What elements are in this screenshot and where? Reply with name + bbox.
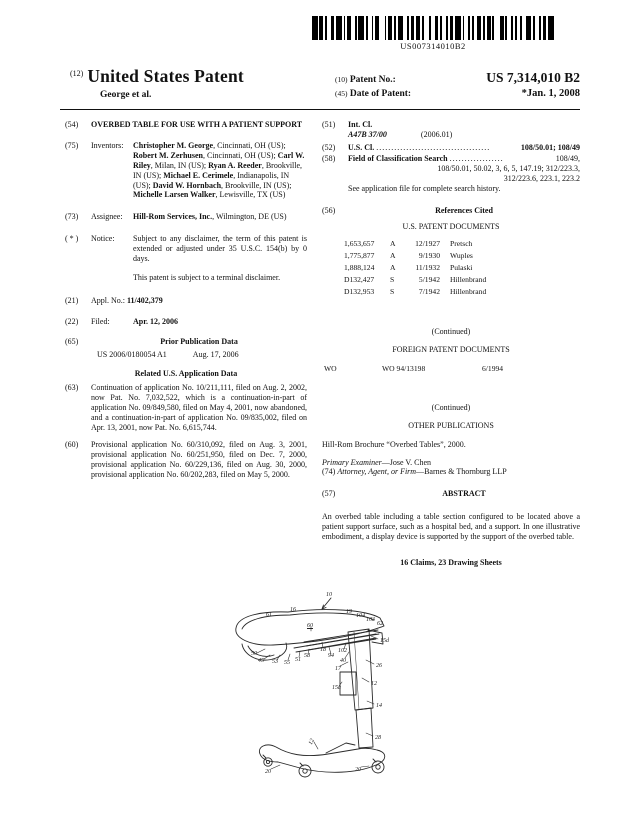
appl-number: 11/402,379 [127,295,163,305]
figure-ref-label: 26 [376,663,382,669]
uscl-value: 108/50.01; 108/49 [520,142,580,152]
appl-no-line [91,296,307,306]
left-column [65,120,307,488]
date-label: Date of Patent: [349,89,412,99]
figure-ref-label: 18 [320,647,326,653]
date-tag: (45) [335,89,348,98]
claims-sheets-line: 16 Claims, 23 Drawing Sheets [400,557,502,567]
figure-labels [208,586,480,822]
publication-date: Aug. 17, 2006 [192,349,239,359]
figure-ref-label: 16 [290,607,296,613]
figure-ref-label: 104 [356,613,365,619]
field-leader-dots: .................. [449,153,504,163]
figure-ref-label: 61 [266,612,272,618]
page-title: United States Patent [87,66,244,86]
barcode-bars [312,16,554,40]
attorney-name: —Barnes & Thornburg LLP [416,467,507,477]
continued-note-2: (Continued) [431,402,471,412]
figure-ref-label: 20 [265,769,271,775]
figure-ref-label: 15a [332,685,341,691]
intcl-class: A47B 37/00 [348,129,387,139]
publication-number: US 2006/0180054 A1 [97,349,167,359]
figure-ref-label: 45 [258,658,264,664]
assignee-label: Assignee: [91,212,123,222]
figure-ref-label: 12 [308,738,316,746]
figure-ref-label: 55 [284,660,290,666]
pub-tag: (65) [65,336,79,346]
filed-tag: (22) [65,316,79,326]
inventors-list: Christopher M. George, Cincinnati, OH (US); Robert M. Zerhusen, Cincinnati, OH (US); Carl W. Riley, Milan, IN (US); Ryan A. Reeder, Brookville, IN (US); Michael E. Cerimele, Indianapolis, IN (US); David W. Hornbach, Brookville, IN (US); Michelle Larsen Walker, Lewisville, TX (US) [133,140,305,200]
notice-tag: ( * ) [65,234,79,244]
patent-drawing [208,586,480,822]
field-label: Field of Classification Search [348,153,448,163]
figure-ref-label: 17 [335,666,341,672]
foreign-patent-row: WO WO 94/13198 6/1994 [324,364,504,374]
terminal-disclaimer-text: This patent is subject to a terminal disclaimer. [133,272,281,282]
figure-ref-label: 94 [328,653,334,659]
figure-ref-label: 103 [366,617,375,623]
figure-ref-label: 20 [355,767,361,773]
us-patent-row: 1,888,124 A 11/1932 Pulaski [344,263,473,273]
figure-ref-label: 12 [371,681,377,687]
refs-tag: (56) [322,206,336,216]
assignee-tag: (73) [65,212,79,222]
inventors-label: Inventors: [91,140,124,150]
foreign-documents-heading: FOREIGN PATENT DOCUMENTS [392,345,510,355]
title-tag: (54) [65,120,79,129]
patent-no-label: Patent No.: [349,75,396,85]
barcode [312,16,554,51]
references-heading: References Cited [435,206,493,216]
field-value-2: 108/50.01, 50.02, 3, 6, 5, 147.19; 312/223.3, [437,163,580,173]
examiner-name: —Jose V. Chen [381,457,432,467]
figure-ref-label: 40 [340,658,346,664]
figure-ref-label: 102 [338,648,347,654]
header-right [335,70,580,101]
us-patent-row: 1,775,877 A 9/1930 Wuples [344,251,473,261]
inventors-tag: (75) [65,140,79,150]
first-inventor-line: George et al. [100,90,152,100]
figure-ref-label: 28 [375,735,381,741]
notice-text: Subject to any disclaimer, the term of this patent is extended or adjusted under 35 U.S.C. 154(b) by 0 days. [133,234,307,264]
figure-ref-label: 15d [380,638,389,644]
invention-title: OVERBED TABLE FOR USE WITH A PATIENT SUPPORT [91,120,303,129]
abstract-heading: ABSTRACT [442,489,486,499]
figure-ref-label: 58 [304,653,310,659]
examiner-label: Primary Examiner [322,457,382,467]
intcl-label: Int. Cl. [348,120,373,129]
us-documents-heading: U.S. PATENT DOCUMENTS [402,222,500,232]
attorney-line [322,467,580,477]
field-tag: (58) [322,153,336,163]
figure-ref-label: 60 [307,623,313,629]
attorney-tag: (74) [322,467,336,477]
field-value-1: 108/49, [555,153,580,163]
us-patent-row: D132,427 S 5/1942 Hillenbrand [344,275,487,285]
appl-tag: (21) [65,295,79,305]
field-value-3: 312/223.6, 223.1, 223.2 [503,173,580,183]
figure-ref-label: 14 [376,703,382,709]
patent-number: US 7,314,010 B2 [486,70,580,85]
intcl-year: (2006.01) [420,129,453,139]
provisional-tag: (60) [65,439,79,449]
header-divider [60,109,580,110]
appl-label: Appl. No.: [91,295,125,305]
field-note: See application file for complete search history. [348,184,501,194]
other-publication-item: Hill-Rom Brochure “Overbed Tables”, 2000. [322,439,466,449]
continued-note-1: (Continued) [431,326,471,336]
header-left [70,66,330,100]
intcl-tag: (51) [322,120,336,129]
patent-no-tag: (10) [335,75,348,84]
figure-ref-label: 10 [326,592,332,598]
barcode-text: US007314010B2 [400,41,466,51]
provisional-text: Provisional application No. 60/310,092, filed on Aug. 3, 2001, provisional application No. 60/251,950, filed on Dec. 7, 2000, provisional application No. 60/229,136, filed on Aug. 30, 2000, provisional application No. 60/202,283, filed on May 5, 2000. [91,439,307,479]
right-column [322,120,580,568]
examiner-line [322,458,580,468]
figure-ref-label: 53 [272,659,278,665]
uscl-label: U.S. Cl. [348,142,375,152]
uscl-tag: (52) [322,142,336,152]
us-patent-list [322,239,580,296]
figure-ref-label: 19 [346,609,352,615]
figure-ref-label: 50 [251,651,257,657]
publication-line [91,350,307,360]
abstract-tag: (57) [322,489,336,499]
notice-label: Notice: [91,234,115,244]
figure-ref-label: 51 [295,657,301,663]
prior-publication-heading: Prior Publication Data [160,336,238,346]
attorney-label: Attorney, Agent, or Firm [337,467,417,477]
us-patent-row: D132,953 S 7/1942 Hillenbrand [344,287,487,297]
filed-date: Apr. 12, 2006 [133,316,179,326]
related-data-heading: Related U.S. Application Data [134,368,238,378]
patent-date: *Jan. 1, 2008 [521,88,580,99]
filed-label: Filed: [91,316,110,326]
uscl-leader-dots: ...................................... [376,142,491,152]
us-patent-row: 1,653,657 A 12/1927 Pretsch [344,239,473,249]
kind-code: (12) [70,69,84,78]
continuation-text: Continuation of application No. 10/211,111, filed on Aug. 2, 2002, now Pat. No. 7,032,522, which is a continuation-in-part of application No. 09/849,580, filed on May 4, 2001, now abandoned, and a continuation-in-part of application No. 09/835,002, filed on Apr. 13, 2001, now Pat. No. 6,615,744. [91,383,307,433]
other-publications-heading: OTHER PUBLICATIONS [408,420,494,430]
abstract-text: An overbed table including a table section configured to be located above a patient support surface, such as a hospital bed, and a support. In one illustrative embodiment, a display device is supported by the support of the overbed table. [322,512,580,542]
figure-ref-label: 62 [377,621,383,627]
assignee-value: Hill-Rom Services, Inc., Wilmington, DE (US) [133,212,287,222]
continuation-tag: (63) [65,383,79,393]
